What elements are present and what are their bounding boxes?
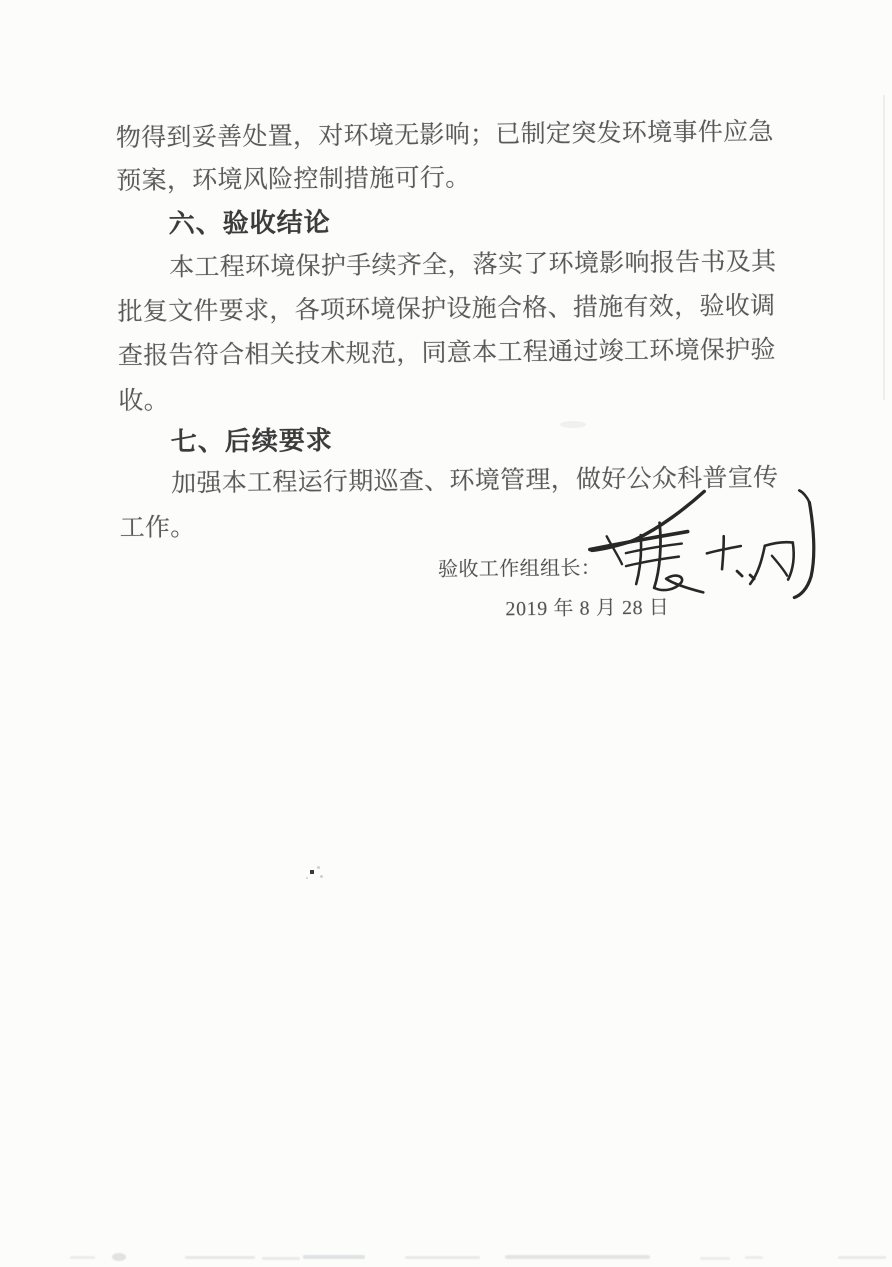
scan-edge-mark — [505, 1255, 650, 1259]
date-line: 2019 年 8 月 28 日 — [505, 596, 670, 621]
ink-speck — [317, 866, 320, 869]
scan-edge-mark — [745, 1256, 763, 1259]
body-line: 收。 — [118, 387, 170, 415]
ink-speck — [306, 877, 308, 879]
handwritten-signature — [541, 473, 832, 616]
ink-speck — [320, 875, 323, 878]
signature-role-label: 验收工作组组长： — [437, 557, 602, 581]
body-line: 本工程环境保护手续齐全，落实了环境影响报告书及其 — [168, 248, 777, 282]
body-line: 预案，环境风险控制措施可行。 — [116, 164, 471, 196]
scan-edge-mark — [112, 1253, 126, 1261]
body-line: 物得到妥善处置，对环境无影响；已制定突发环境事件应急 — [115, 118, 774, 153]
body-line: 加强本工程运行期巡查、环境管理，做好公众科普宣传 — [171, 464, 779, 498]
scan-edge-mark — [303, 1255, 365, 1259]
scan-edge-mark — [185, 1256, 255, 1259]
scan-edge-mark — [262, 1257, 300, 1260]
body-line: 查报告符合相关技术规范，同意本工程通过竣工环境保护验 — [117, 336, 776, 370]
scan-edge-mark — [70, 1256, 95, 1259]
scan-smudge — [560, 421, 586, 428]
section-heading-followup: 七、后续要求 — [170, 424, 333, 457]
scan-edge-mark — [838, 1256, 886, 1259]
section-heading-conclusion: 六、验收结论 — [168, 206, 331, 239]
scan-edge-mark — [700, 1257, 730, 1260]
scan-edge-shadow — [883, 95, 885, 400]
scan-edge-mark — [405, 1256, 480, 1259]
body-line: 批复文件要求，各项环境保护设施合格、措施有效，验收调 — [117, 292, 776, 327]
body-line: 工作。 — [119, 514, 196, 542]
ink-speck — [310, 870, 314, 874]
